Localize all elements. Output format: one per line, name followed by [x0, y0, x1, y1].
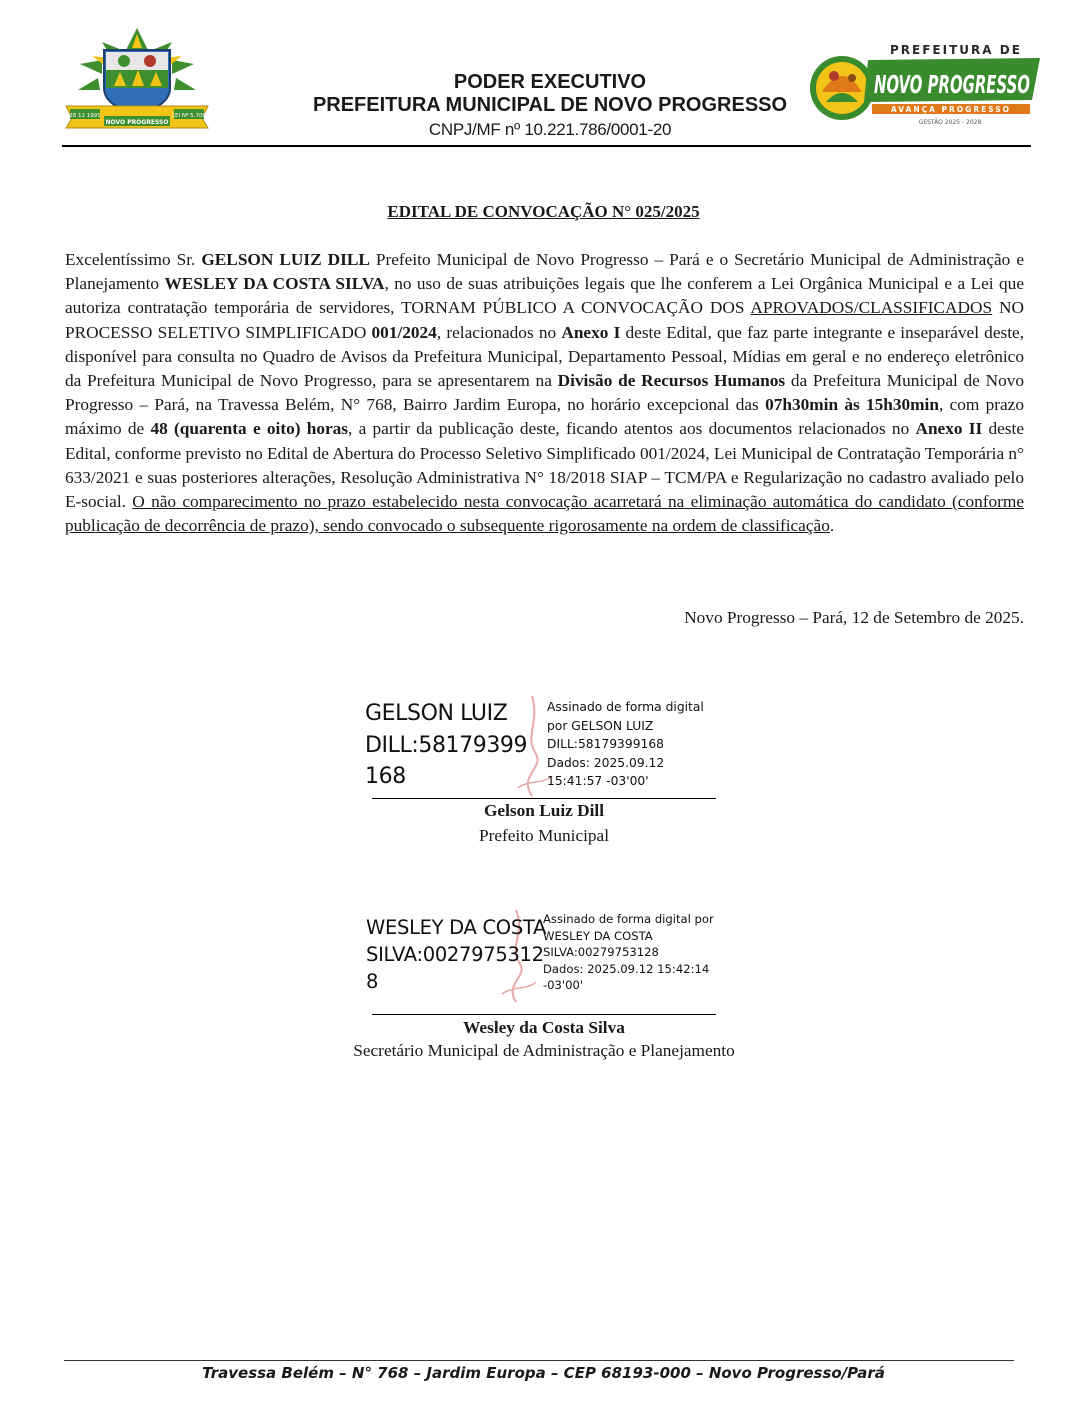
signature-1-cert-name	[365, 698, 527, 793]
signature-2-line	[372, 1014, 716, 1015]
body-text: .	[829, 516, 835, 536]
logo-top-text: PREFEITURA DE	[890, 43, 1022, 57]
body-bold-annex-2: Anexo II	[915, 419, 983, 439]
body-bold-hours: 07h30min às 15h30min	[765, 395, 939, 415]
logo-main-text: NOVO PROGRESSO	[874, 70, 1030, 99]
body-text: da Prefeitura Municipal de Novo Progresso – Pará, na Travessa Belém, N° 768, Bairro Jardim Europa, no horário excepcional das	[65, 371, 1024, 415]
stamp-line: SILVA:00279753128	[543, 945, 659, 960]
signature-2-stamp	[543, 911, 714, 994]
signature-1-name: Gelson Luiz Dill	[483, 801, 605, 820]
body-text: , com prazo máximo de	[65, 395, 1024, 439]
body-underline-approved: APROVADOS/CLASSIFICADOS	[750, 298, 993, 318]
document-title: EDITAL DE CONVOCAÇÃO N° 025/2025	[387, 202, 700, 221]
body-bold-deadline: 48 (quarenta e oito) horas	[150, 419, 349, 439]
body-underline-warning: O não comparecimento no prazo estabelecido nesta convocação acarretará na eliminação automática do candidato (conforme publicação de decorrência de prazo), sendo convocado o subsequente rigorosamente na ordem de classificação	[65, 492, 1025, 536]
cert-line: 8	[366, 970, 379, 993]
header-divider	[62, 145, 1031, 147]
signature-1-role: Prefeito Municipal	[478, 826, 610, 845]
place-date: Novo Progresso – Pará, 12 de Setembro de 2025.	[684, 608, 1024, 627]
coat-ribbon-left: 28 12 1991	[69, 113, 101, 119]
footer-address: Travessa Belém – N° 768 – Jardim Europa – CEP 68193-000 – Novo Progresso/Pará	[202, 1364, 885, 1382]
signature-2-cert-name	[366, 914, 546, 995]
body-text: NO PROCESSO SELETIVO SIMPLIFICADO	[65, 298, 1025, 342]
stamp-line: por GELSON LUIZ	[547, 718, 654, 733]
body-text: Prefeito Municipal de Novo Progresso – Pará e o Secretário Municipal de Administração e Planejamento	[65, 250, 1024, 294]
stamp-line: Assinado de forma digital	[547, 700, 704, 714]
header-line-1: PODER EXECUTIVO	[453, 71, 647, 93]
body-bold-annex-1: Anexo I	[561, 322, 621, 342]
signature-2-role: Secretário Municipal de Administração e Planejamento	[353, 1041, 735, 1060]
body-text: deste Edital, conforme previsto no Edital de Abertura do Processo Seletivo Simplificado 001/2024, Lei Municipal de Contratação Temporária n° 633/2021 e suas posteriores alterações, Resolução Administrativa N° 18/2018 SIAP – TCM/PA e Regularização no cadastro avaliado pelo E-social.	[65, 419, 1025, 512]
cert-line: WESLEY DA COSTA	[366, 916, 547, 939]
stamp-line: DILL:58179399168	[547, 737, 665, 751]
body-text: deste Edital, que faz parte integrante e inseparável deste, disponível para consulta no Quadro de Avisos da Prefeitura Municipal, Departamento Pessoal, Mídias em geral e no endereço eletrônico da Prefeitura Municipal de Novo Progresso, para se apresentarem na	[65, 322, 1025, 391]
coat-ribbon-center: NOVO PROGRESSO	[105, 119, 169, 126]
body-text: , a partir da publicação deste, ficando atentos aos documentos relacionados no	[348, 419, 916, 439]
cert-line: SILVA:0027975312	[366, 943, 544, 966]
body-text: , no uso de suas atribuições legais que lhe conferem a Lei Orgânica Municipal e a Lei que autoriza contratação temporária de servidores, TORNAM PÚBLICO A CONVOCAÇÃO DOS	[65, 274, 1024, 318]
cert-line: 168	[365, 764, 406, 789]
logo-term: GESTÃO 2025 - 2028	[918, 119, 982, 126]
body-text: Excelentíssimo Sr.	[65, 250, 202, 269]
logo-tagline: AVANÇA PROGRESSO	[890, 105, 1012, 114]
stamp-line: Dados: 2025.09.12 15:42:14	[543, 961, 710, 976]
body-bold-secretary: WESLEY DA COSTA SILVA	[164, 274, 385, 294]
header-cnpj: CNPJ/MF nº 10.221.786/0001-20	[428, 120, 672, 139]
signature-1-stamp	[547, 698, 704, 791]
header-line-2: PREFEITURA MUNICIPAL DE NOVO PROGRESSO	[312, 94, 788, 116]
body-bold-hr-division: Divisão de Recursos Humanos	[557, 371, 786, 391]
footer-divider	[64, 1360, 1014, 1361]
stamp-line: 15:41:57 -03'00'	[547, 774, 649, 788]
body-bold-mayor: GELSON LUIZ DILL	[201, 250, 370, 269]
stamp-line: Assinado de forma digital por	[543, 912, 714, 926]
signature-1-line	[372, 798, 716, 799]
novo-progresso-logo-icon	[808, 40, 1044, 132]
coat-of-arms-icon	[62, 20, 212, 130]
cert-line: DILL:58179399	[365, 732, 528, 758]
document-body	[65, 248, 1024, 538]
cert-line: GELSON LUIZ	[365, 701, 508, 726]
body-bold-process-number: 001/2024	[371, 322, 437, 342]
coat-ribbon-right: LEI Nº 5.700	[171, 113, 207, 119]
signature-2-name: Wesley da Costa Silva	[463, 1018, 625, 1037]
stamp-line: Dados: 2025.09.12	[547, 755, 665, 770]
stamp-line: -03'00'	[543, 978, 584, 993]
stamp-line: WESLEY DA COSTA	[543, 928, 653, 943]
body-text: , relacionados no	[436, 322, 562, 342]
